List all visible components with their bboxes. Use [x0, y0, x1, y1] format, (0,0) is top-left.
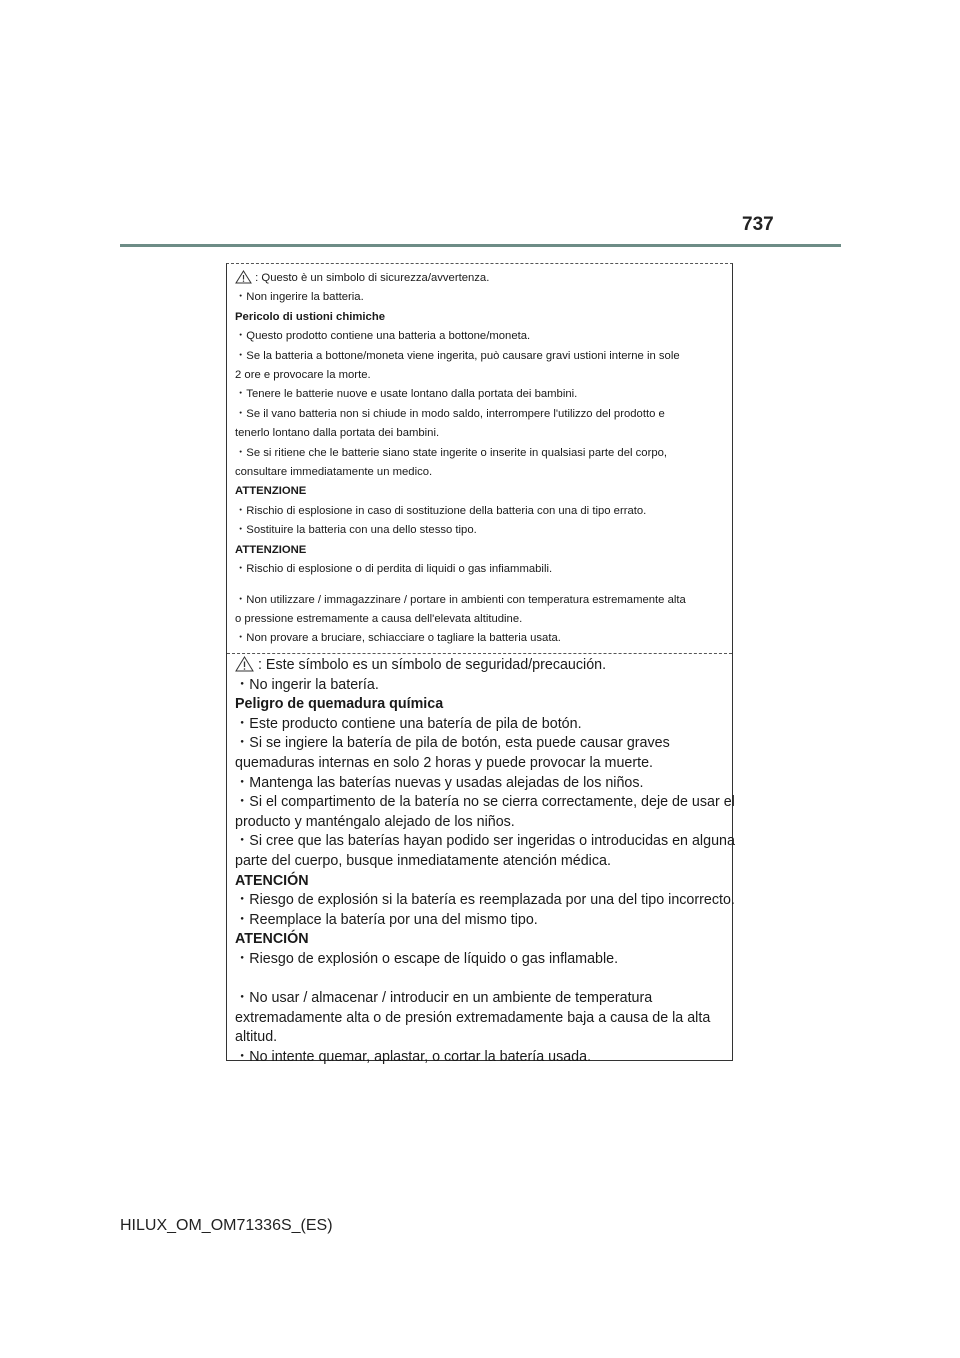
italian-line: ・Non utilizzare / immagazzinare / portare in ambienti con temperatura estremamente alta: [235, 593, 686, 606]
italian-line: consultare immediatamente un medico.: [235, 466, 433, 479]
italian-line: ・Rischio di esplosione o di perdita di liquidi o gas infiammabili.: [235, 563, 553, 576]
spanish-heading: ATENCIÓN: [235, 872, 309, 889]
spacer: [235, 970, 729, 990]
document-code: HILUX_OM_OM71336S_(ES): [120, 1217, 333, 1234]
spanish-heading: Peligro de quemadura química: [235, 696, 444, 713]
italian-symbol-note: : Questo è un simbolo di sicurezza/avvertenza.: [255, 272, 490, 284]
spanish-line: ・Si el compartimento de la batería no se cierra correctamente, deje de usar el: [235, 794, 735, 811]
italian-heading: Pericolo di ustioni chimiche: [235, 310, 386, 323]
spanish-line: ・Si cree que las baterías hayan podido ser ingeridas o introducidas en alguna: [235, 833, 735, 850]
warning-triangle-icon: [235, 656, 254, 672]
italian-symbol-line: [235, 269, 725, 288]
spanish-line: ・Este producto contiene una batería de pila de botón.: [235, 715, 582, 732]
spanish-line: ・Riesgo de explosión si la batería es reemplazada por una del tipo incorrecto.: [235, 892, 735, 909]
spanish-heading: ATENCIÓN: [235, 931, 309, 948]
italian-line: ・Questo prodotto contiene una batteria a bottone/moneta.: [235, 330, 531, 343]
italian-line: ・Se la batteria a bottone/moneta viene ingerita, può causare gravi ustioni interne in sole: [235, 349, 680, 362]
section-divider: [227, 653, 732, 654]
spanish-line: ・Mantenga las baterías nuevas y usadas alejadas de los niños.: [235, 774, 644, 791]
spanish-line: ・No usar / almacenar / introducir en un ambiente de temperatura: [235, 990, 653, 1007]
spanish-symbol-line: [235, 656, 729, 676]
header-rule: [120, 244, 841, 247]
spacer: [235, 580, 725, 591]
italian-line: 2 ore e provocare la morte.: [235, 369, 371, 382]
italian-line: ・Non ingerire la batteria.: [235, 291, 364, 304]
spanish-line: ・Si se ingiere la batería de pila de botón, esta puede causar graves: [235, 735, 670, 752]
italian-line: ・Se si ritiene che le batterie siano state ingerite o inserite in qualsiasi parte del corpo,: [235, 446, 668, 459]
italian-heading: ATTENZIONE: [235, 543, 307, 556]
spanish-section: [235, 656, 735, 1067]
italian-line: ・Non provare a bruciare, schiacciare o tagliare la batteria usata.: [235, 632, 561, 645]
italian-line: tenerlo lontano dalla portata dei bambini.: [235, 427, 440, 440]
italian-heading: ATTENZIONE: [235, 485, 307, 498]
battery-warning-box: [226, 263, 735, 1065]
spanish-line: ・No ingerir la batería.: [235, 676, 379, 693]
spanish-line: producto y manténgalo alejado de los niños.: [235, 813, 515, 830]
warning-triangle-icon: [235, 270, 252, 284]
spanish-line: ・Reemplace la batería por una del mismo tipo.: [235, 911, 538, 928]
spanish-line: ・No intente quemar, aplastar, o cortar la batería usada.: [235, 1048, 592, 1065]
spanish-line: ・Riesgo de explosión o escape de líquido o gas inflamable.: [235, 950, 619, 967]
italian-line: ・Tenere le batterie nuove e usate lontano dalla portata dei bambini.: [235, 388, 578, 401]
italian-line: ・Rischio di esplosione in caso di sostituzione della batteria con una di tipo errato.: [235, 504, 647, 517]
italian-line: ・Sostituire la batteria con una dello stesso tipo.: [235, 524, 477, 537]
spanish-line: quemaduras internas en solo 2 horas y puede provocar la muerte.: [235, 754, 654, 771]
spanish-line: extremadamente alta o de presión extremadamente baja a causa de la alta: [235, 1009, 711, 1026]
italian-line: o pressione estremamente a causa dell'elevata altitudine.: [235, 612, 523, 625]
italian-section: [235, 269, 725, 649]
italian-line: ・Se il vano batteria non si chiude in modo saldo, interrompere l'utilizzo del prodotto e: [235, 407, 665, 420]
page-number: 737: [742, 214, 774, 235]
spanish-line: altitud.: [235, 1029, 278, 1046]
spanish-line: parte del cuerpo, busque inmediatamente atención médica.: [235, 852, 611, 869]
spanish-symbol-note: : Este símbolo es un símbolo de seguridad/precaución.: [257, 657, 607, 673]
